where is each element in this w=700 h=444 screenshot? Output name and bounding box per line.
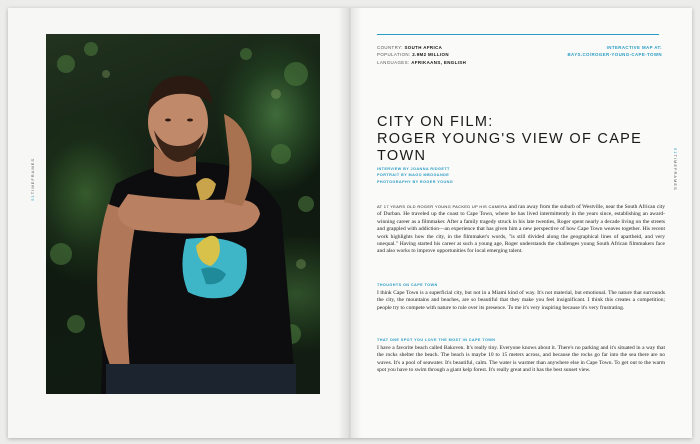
question-heading-1: THOUGHTS ON CAPE TOWN bbox=[377, 283, 438, 287]
portrait-illustration bbox=[46, 34, 320, 394]
portrait-photo bbox=[46, 34, 320, 394]
country-label: COUNTRY: bbox=[377, 45, 403, 50]
headline-line-1: CITY ON FILM: bbox=[377, 114, 494, 130]
headline-line-2: ROGER YOUNG'S VIEW OF CAPE TOWN bbox=[377, 131, 643, 164]
country-value: SOUTH AFRICA bbox=[404, 45, 443, 50]
right-section-label: TIMEFRAMES bbox=[673, 154, 678, 191]
map-url-link[interactable]: BAYS.CO/ROGER-YOUNG-CAPE-TOWN bbox=[567, 52, 662, 58]
right-running-head bbox=[673, 148, 678, 191]
answer-paragraph-1: I think Cape Town is a superficial city, but not in a Miami kind of way. It's not material, but emotional. The nature that surrounds the city, the mountains and beaches, are so beautiful that they make you feel insignificant. I think this creates a competition; people try to compete with nature to rule over its presence. To me it's very inspiring because it's very frustrating. bbox=[377, 290, 665, 311]
question-heading-2: THAT ONE SPOT YOU LOVE THE MOST IN CAPE TOWN bbox=[377, 338, 496, 342]
languages-label: LANGUAGES: bbox=[377, 59, 410, 65]
left-folio: 51 bbox=[30, 194, 35, 201]
left-section-label: TIMEFRAMES bbox=[30, 158, 35, 195]
intro-body: and ran away from the suburb of Westville, near the South African city of Durban. He traveled up the coast to Cape Town, where he has lived intermittently in the years since, establishing an award-winning career as a filmmaker. After a family tragedy struck in his late twenties, Roger spent nearly a decade living on the streets and grappled with addiction—an experience that has given him a new perspective of how Cape Town weaves together. His recent work highlights how the city, in the filmmaker's words, "is still divided along the geographical lines of apartheid, and very unequal." Having started his career at such a young age, Roger understands the challenges young South African filmmakers face and also works to improve opportunities for local emerging talent. bbox=[377, 204, 665, 255]
right-page bbox=[350, 8, 692, 438]
intro-lead-in: AT 17 YEARS OLD ROGER YOUNG PACKED UP HIS CAMERA bbox=[377, 204, 508, 209]
article-headline bbox=[377, 114, 662, 165]
answer-paragraph-2: I have a favorite beach called Bakoven. It's really tiny. Everyone knows about it. There's no parking and it's situated in a way that the rocks shelter the beach. The beach is maybe 10 to 15 meters across, and because the rocks go far into the sea there are no waves. It's a pool of seawater. It's beautiful, calm. The water is warmer than anywhere else in Cape Town. To get out to the warm spot you have to swim through a giant kelp forest. It's really great and it has the best sunset view. bbox=[377, 345, 665, 374]
right-folio: 51 bbox=[673, 148, 678, 155]
header-rule bbox=[377, 34, 659, 35]
map-label: INTERACTIVE MAP AT: bbox=[606, 45, 662, 50]
population-label: POPULATION: bbox=[377, 52, 411, 58]
intro-paragraph bbox=[377, 203, 665, 256]
left-page bbox=[8, 8, 350, 438]
article-credits bbox=[377, 166, 577, 185]
credit-photography: PHOTOGRAPHY BY ROGER YOUNG bbox=[377, 179, 454, 184]
interactive-map-note bbox=[532, 44, 662, 59]
magazine-spread bbox=[8, 8, 692, 438]
credit-interview: INTERVIEW BY JOANNA RIDGETT bbox=[377, 167, 450, 171]
languages-value: AFRIKAANS, ENGLISH bbox=[411, 59, 467, 65]
city-facts bbox=[377, 44, 527, 66]
left-running-head bbox=[30, 158, 35, 201]
population-value: 2.9M2 MILLION bbox=[412, 52, 449, 58]
credit-portrait: PORTRAIT BY MAGO MBOGANDE bbox=[377, 173, 450, 178]
